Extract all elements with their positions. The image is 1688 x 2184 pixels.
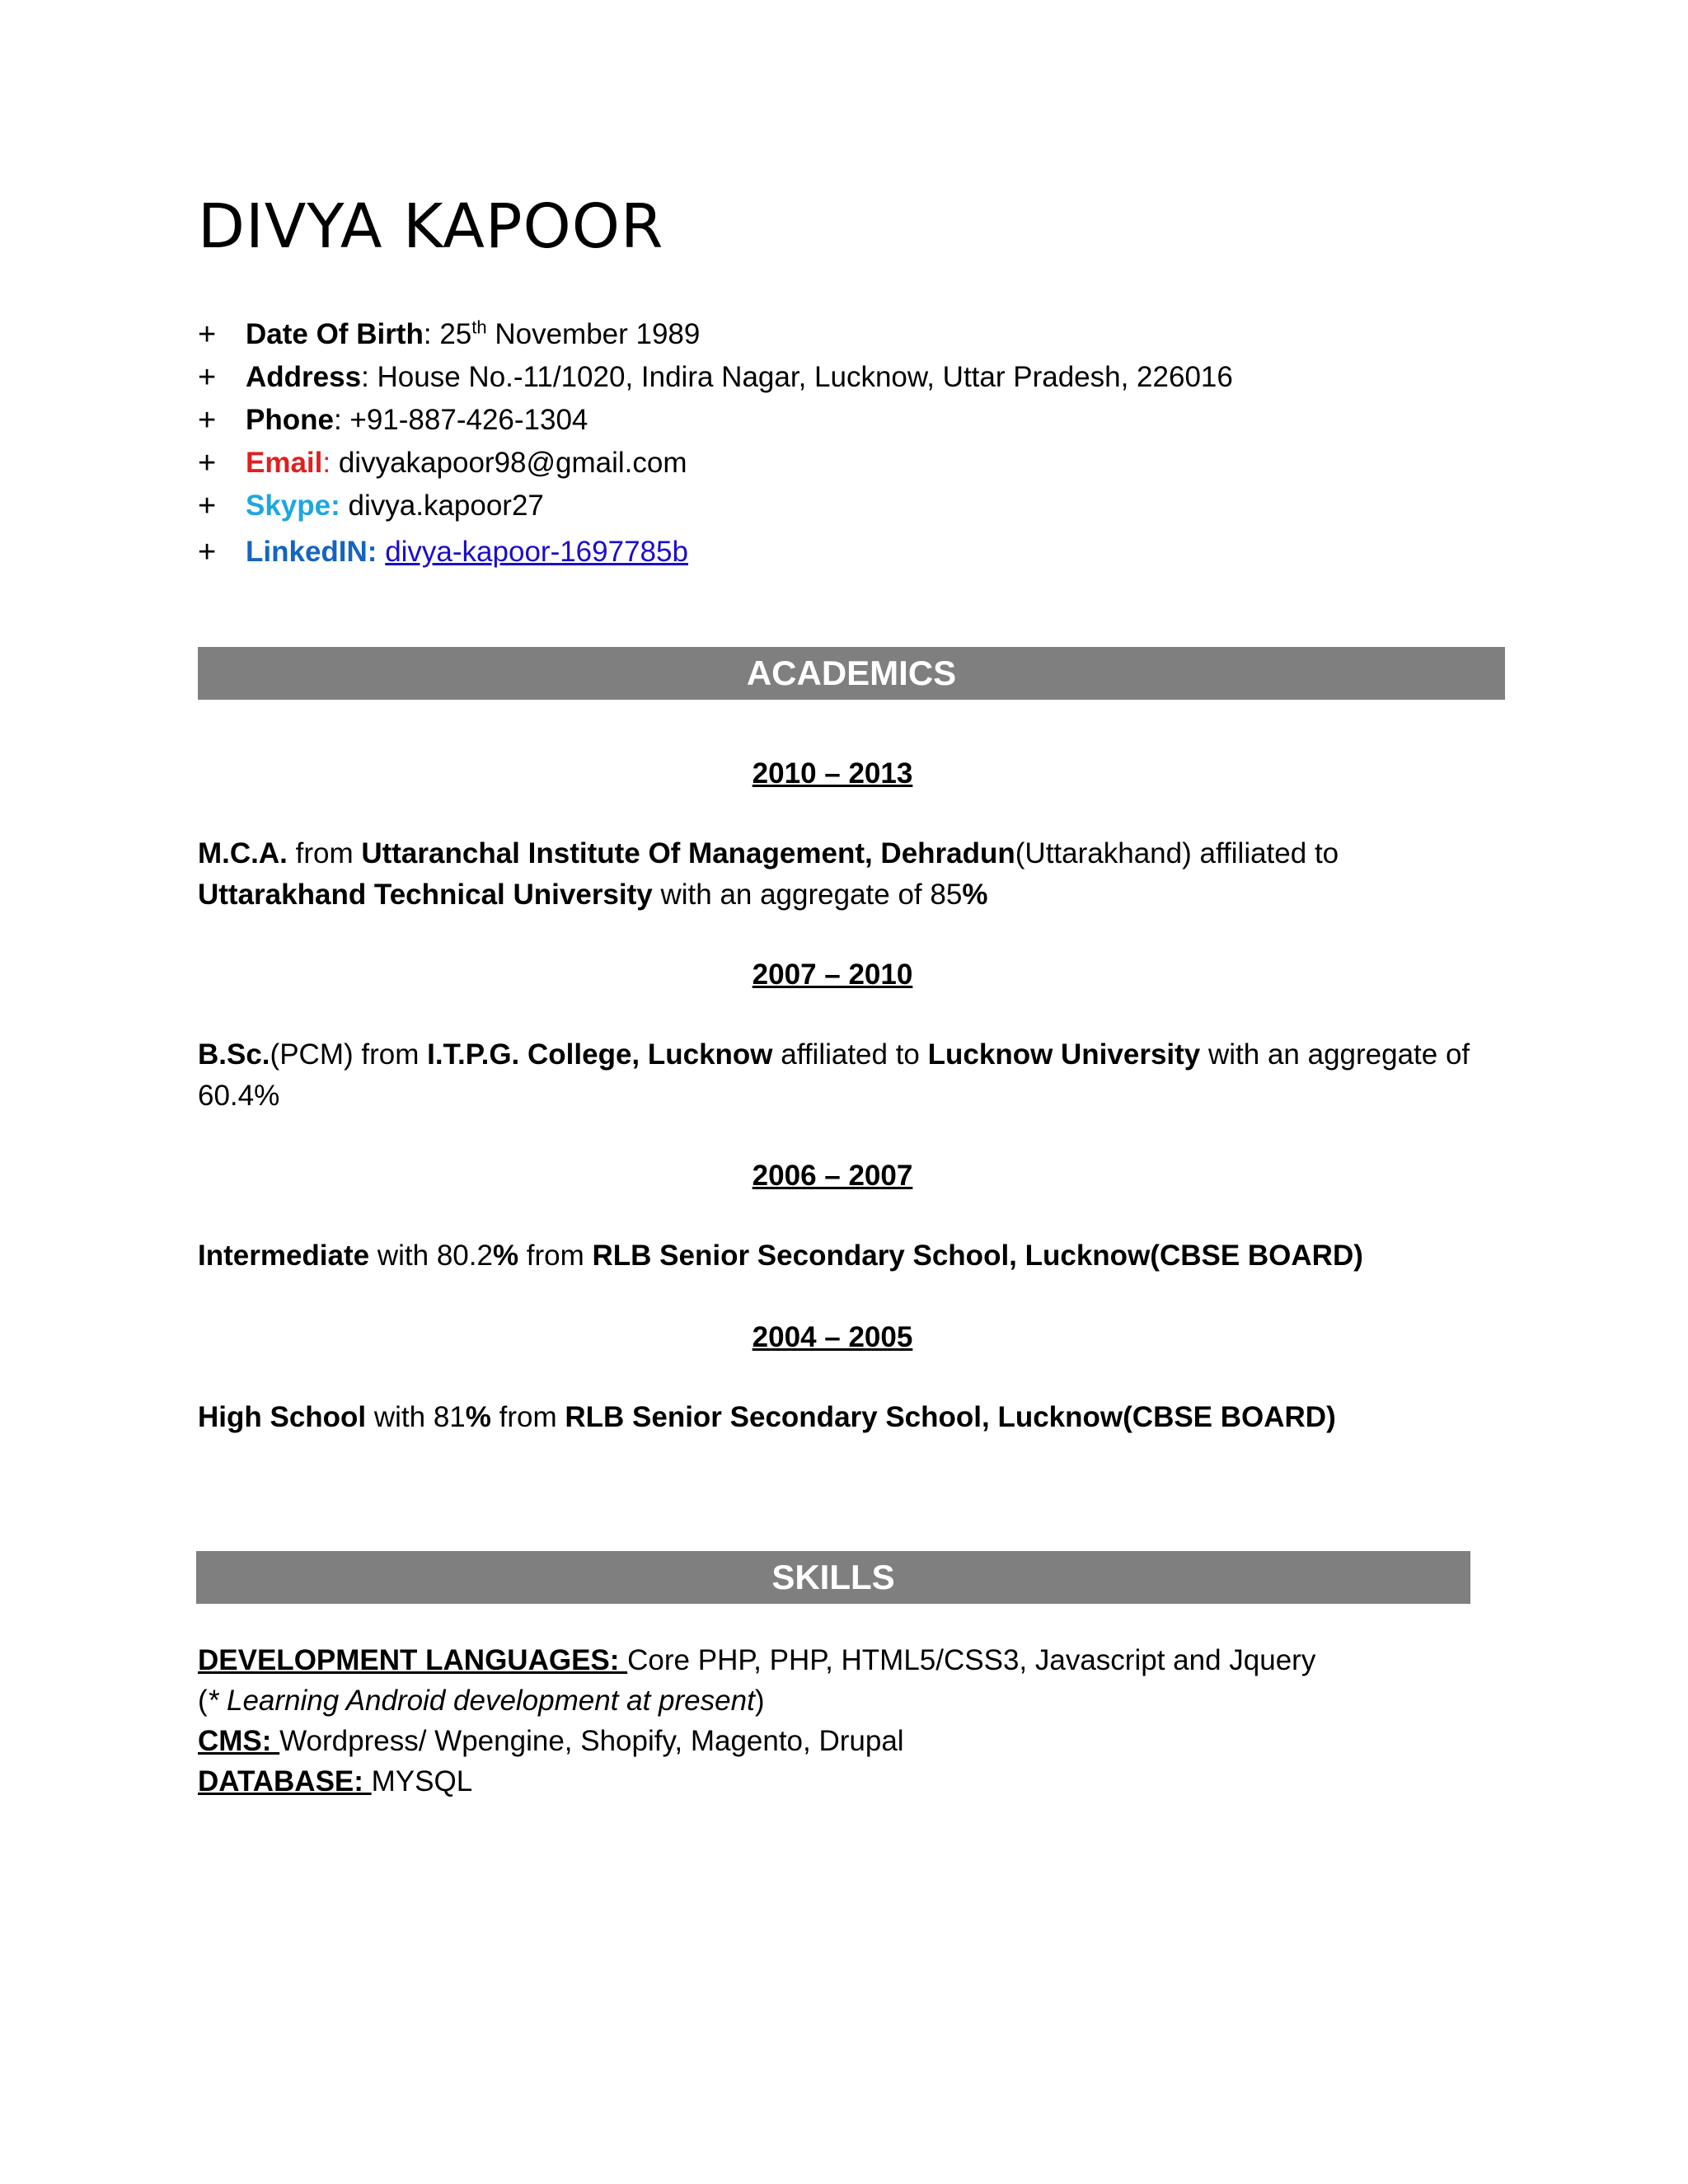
plus-bullet-icon: +: [198, 535, 217, 569]
phone-value: +91-887-426-1304: [349, 404, 588, 436]
academics-entry-3: [198, 1235, 1484, 1277]
plus-bullet-icon: +: [198, 489, 217, 523]
database-value: MYSQL: [371, 1765, 473, 1797]
skill-cms: [198, 1721, 1484, 1761]
dob-suffix: th: [471, 316, 487, 338]
entry-text-run: RLB Senior Secondary School, Lucknow(CBSE BOARD): [592, 1240, 1363, 1272]
skype-label: Skype:: [246, 490, 340, 522]
learning-note: * Learning Android development at present: [207, 1685, 755, 1717]
entry-text-run: I.T.P.G. College, Lucknow: [427, 1038, 773, 1071]
academics-entry-2: [198, 1034, 1484, 1117]
plus-bullet-icon: +: [198, 446, 217, 480]
cms-label: CMS:: [198, 1725, 280, 1757]
skill-dev-languages: [198, 1640, 1484, 1680]
entry-text-run: from: [518, 1240, 593, 1272]
entry-text-run: Lucknow University: [927, 1038, 1201, 1071]
skill-database: [198, 1761, 1484, 1802]
cms-value: Wordpress/ Wpengine, Shopify, Magento, Drupal: [279, 1725, 904, 1757]
dev-languages-value: Core PHP, PHP, HTML5/CSS3, Javascript and Jquery: [627, 1644, 1316, 1676]
candidate-name: DIVYA KAPOOR: [198, 191, 664, 262]
entry-text-run: %: [465, 1401, 491, 1433]
address-label: Address: [246, 361, 362, 393]
plus-bullet-icon: +: [198, 317, 217, 352]
resume-page: DIVYA KAPOOR + Date Of Birth: 25th November 1989 + Address: House No.-11/1020, Indira Nagar, Lucknow, Uttar Pradesh, 226016 + Phone: +91-887-426-1304 + Email: divyakapoor98@gmail.com + Skype: divya.kapoor27 + LinkedIN: divya-kapoor-1697785b ACADEMICS 2010 – 2013 M.C.A. from Uttaranchal Institute Of Management, Dehradun(Uttarakhand) affiliated to Uttarakhand Technical University with an aggregate of 85% 2007 – 2010 B.Sc.(PCM) from I.T.P.G. College, Lucknow affiliated to Lucknow University with an aggregate of 60.4% 2006 – 2007 Intermediate with 80.2% from RLB Senior Secondary School, Lucknow(CBSE BOARD) 2004 – 2005 High School with 81% from RLB Senior Secondary School, Lucknow(CBSE BOARD) SKILLS DEVELOPMENT LANGUAGES: Core PHP, PHP, HTML5/CSS3, Javascript and Jquery (* Learning Android development at present) CMS: Wordpress/ Wpengine, Shopify, Magento, Drupal DATABASE: MYSQL: [0, 0, 1688, 2184]
address-value: House No.-11/1020, Indira Nagar, Lucknow, Uttar Pradesh, 226016: [377, 361, 1233, 393]
skype-value: divya.kapoor27: [348, 490, 544, 522]
academics-entry-4: [198, 1397, 1484, 1438]
dob-label: Date Of Birth: [246, 318, 424, 350]
entry-text-run: from: [490, 1401, 565, 1433]
entry-text-run: High School: [198, 1401, 367, 1433]
linkedin-link[interactable]: divya-kapoor-1697785b: [385, 536, 688, 568]
email-label: Email: [246, 447, 323, 479]
email-value: divyakapoor98@gmail.com: [338, 447, 687, 479]
entry-text-run: B.Sc.: [198, 1038, 270, 1071]
academics-year-3: 2006 – 2007: [752, 1160, 913, 1192]
entry-text-run: with 80.2: [369, 1240, 493, 1272]
skills-section-header: SKILLS: [196, 1551, 1470, 1604]
entry-text-run: with 81: [366, 1401, 466, 1433]
entry-text-run: Intermediate: [198, 1240, 370, 1272]
entry-text-run: M.C.A.: [198, 837, 288, 869]
entry-text-run: affiliated to: [772, 1038, 928, 1071]
entry-text-run: (Uttarakhand) affiliated to: [1015, 837, 1339, 869]
linkedin-label: LinkedIN:: [246, 536, 377, 568]
entry-text-run: with an aggregate of 60.4%: [198, 1038, 1470, 1112]
entry-text-run: %: [492, 1240, 519, 1272]
dob-rest: November 1989: [486, 318, 701, 350]
entry-text-run: with an aggregate of 85: [652, 879, 963, 911]
dob-day: 25: [439, 318, 472, 350]
dev-languages-label: DEVELOPMENT LANGUAGES:: [198, 1644, 628, 1676]
entry-text-run: %: [962, 879, 988, 911]
academics-year-2: 2007 – 2010: [752, 958, 913, 991]
phone-label: Phone: [246, 404, 334, 436]
plus-bullet-icon: +: [198, 360, 217, 395]
skill-note: (* Learning Android development at present): [198, 1685, 765, 1717]
database-label: DATABASE:: [198, 1765, 372, 1797]
academics-year-4: 2004 – 2005: [752, 1321, 913, 1353]
plus-bullet-icon: +: [198, 403, 217, 438]
entry-text-run: (PCM) from: [270, 1038, 428, 1071]
entry-text-run: RLB Senior Secondary School, Lucknow(CBSE BOARD): [565, 1401, 1336, 1433]
skills-list: [198, 1640, 1484, 1802]
academics-section-header: ACADEMICS: [198, 647, 1505, 700]
entry-text-run: Uttarakhand Technical University: [198, 879, 653, 911]
entry-text-run: Uttaranchal Institute Of Management, Dehradun: [361, 837, 1015, 869]
entry-text-run: from: [287, 837, 362, 869]
academics-year-1: 2010 – 2013: [752, 757, 913, 790]
academics-entry-1: [198, 833, 1484, 916]
